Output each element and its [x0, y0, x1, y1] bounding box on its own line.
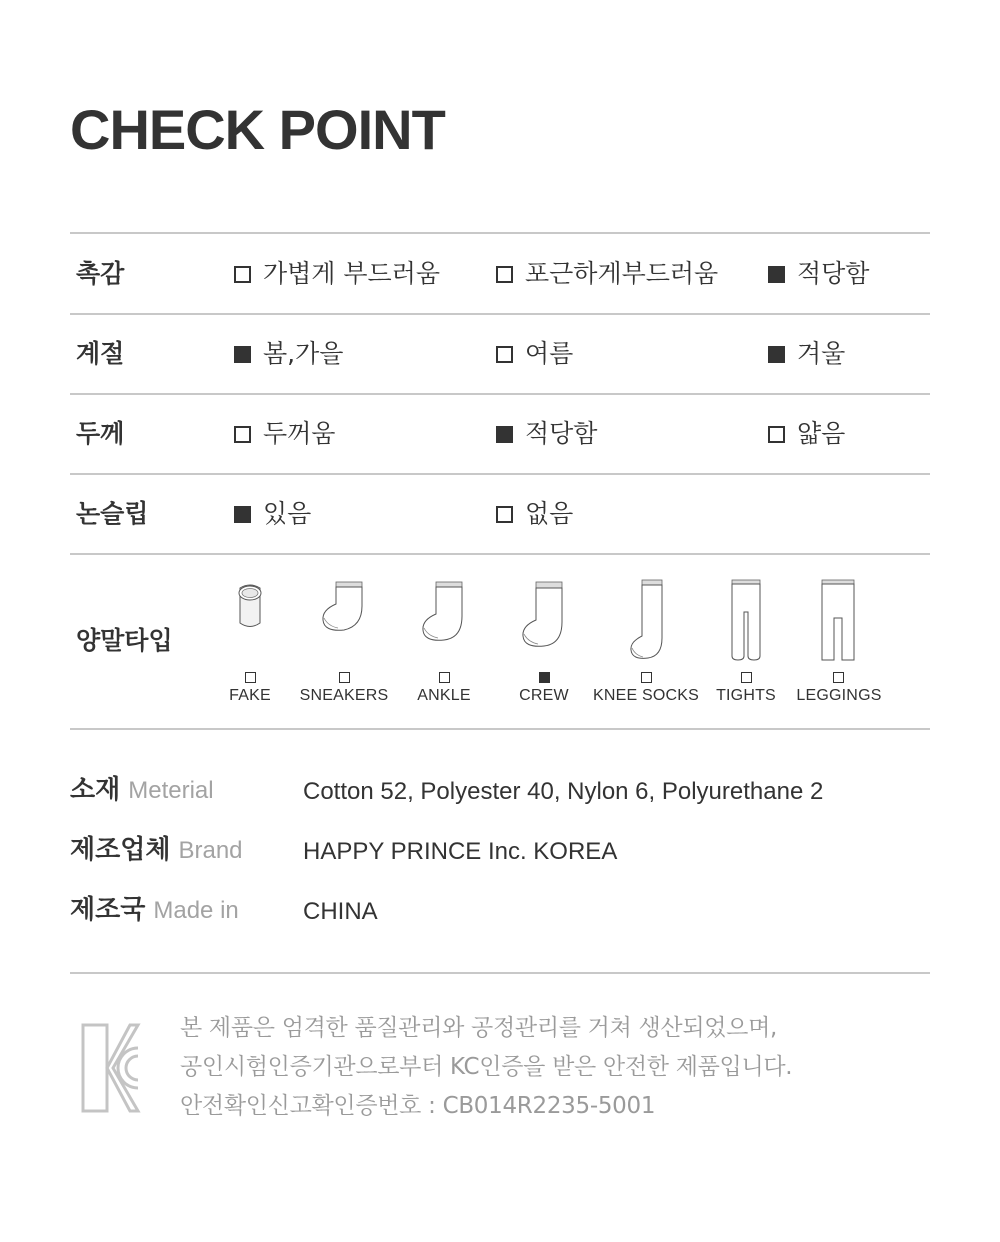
option-label: 있음 — [263, 499, 312, 528]
page-title: CHECK POINT — [70, 98, 445, 161]
spec-label-ko: 제조업체 — [70, 835, 171, 865]
option-label: 겨울 — [797, 339, 846, 368]
divider — [70, 393, 930, 395]
leggings-icon — [783, 578, 893, 662]
checkbox-tights[interactable] — [741, 672, 752, 683]
row-label-thickness: 두께 — [76, 419, 125, 448]
option-label: 두꺼움 — [263, 419, 336, 448]
option-season-spring-fall[interactable] — [234, 339, 343, 369]
sock-type-label: ANKLE — [417, 687, 471, 704]
checkbox-crew[interactable] — [539, 672, 550, 683]
certification-line: 안전확인신고확인증번호 : CB014R2235-5001 — [180, 1093, 656, 1119]
spec-material-label — [70, 774, 214, 807]
option-label: 적당함 — [797, 259, 870, 288]
option-nonslip-yes[interactable] — [234, 499, 311, 529]
option-texture-cozy[interactable] — [496, 259, 718, 289]
option-label: 포근하게부드러움 — [525, 259, 719, 288]
checkbox[interactable] — [496, 426, 513, 443]
checkbox[interactable] — [234, 266, 251, 283]
checkbox-sneakers[interactable] — [339, 672, 350, 683]
option-label: 가볍게 부드러움 — [263, 259, 440, 288]
checkbox[interactable] — [768, 266, 785, 283]
checkbox[interactable] — [234, 346, 251, 363]
spec-label-ko: 소재 — [70, 775, 121, 805]
sock-type-label: SNEAKERS — [299, 687, 389, 704]
divider — [70, 728, 930, 730]
option-thickness-thick[interactable] — [234, 419, 335, 449]
divider — [70, 553, 930, 555]
sock-type-label: CREW — [519, 687, 569, 704]
checkbox[interactable] — [496, 346, 513, 363]
checkbox[interactable] — [234, 506, 251, 523]
checkbox-leggings[interactable] — [833, 672, 844, 683]
option-thickness-moderate[interactable] — [496, 419, 597, 449]
checkbox[interactable] — [768, 426, 785, 443]
spec-brand-value: HAPPY PRINCE Inc. KOREA — [303, 838, 618, 865]
checkbox-ankle[interactable] — [439, 672, 450, 683]
checkbox[interactable] — [496, 506, 513, 523]
divider — [70, 473, 930, 475]
spec-material-value: Cotton 52, Polyester 40, Nylon 6, Polyurethane 2 — [303, 778, 824, 805]
spec-origin-value: CHINA — [303, 898, 378, 925]
kc-mark-icon — [80, 1022, 142, 1118]
spec-brand-label — [70, 834, 243, 867]
knee-sock-icon — [591, 578, 701, 662]
option-label: 얇음 — [797, 419, 846, 448]
checkbox-fake[interactable] — [245, 672, 256, 683]
spec-label-ko: 제조국 — [70, 895, 146, 925]
option-label: 적당함 — [525, 419, 598, 448]
spec-label-en: Brand — [178, 837, 243, 864]
checkbox[interactable] — [234, 426, 251, 443]
option-season-winter[interactable] — [768, 339, 845, 369]
option-label: 봄,가을 — [263, 339, 344, 368]
option-season-summer[interactable] — [496, 339, 573, 369]
crew-sock-icon — [489, 578, 599, 658]
row-label-season: 계절 — [76, 339, 125, 368]
option-label: 없음 — [525, 499, 574, 528]
sock-type-label: KNEE SOCKS — [592, 687, 700, 704]
option-thickness-thin[interactable] — [768, 419, 845, 449]
sock-type-label: FAKE — [229, 687, 271, 704]
option-label: 여름 — [525, 339, 574, 368]
option-texture-moderate[interactable] — [768, 259, 869, 289]
checkbox-knee-socks[interactable] — [641, 672, 652, 683]
row-label-nonslip: 논슬립 — [76, 499, 149, 528]
option-texture-light[interactable] — [234, 259, 440, 289]
spec-label-en: Made in — [153, 897, 239, 924]
row-label-texture: 촉감 — [76, 259, 125, 288]
certification-line: 본 제품은 엄격한 품질관리와 공정관리를 거쳐 생산되었으며, — [180, 1015, 778, 1041]
certification-line: 공인시험인증기관으로부터 KC인증을 받은 안전한 제품입니다. — [180, 1054, 793, 1080]
ankle-sock-icon — [389, 578, 499, 658]
spec-label-en: Meterial — [128, 777, 214, 804]
sock-type-label: TIGHTS — [716, 687, 776, 704]
sock-type-label: LEGGINGS — [796, 687, 882, 704]
divider — [70, 232, 930, 234]
checkbox[interactable] — [768, 346, 785, 363]
option-nonslip-no[interactable] — [496, 499, 573, 529]
divider — [70, 313, 930, 315]
checkbox[interactable] — [496, 266, 513, 283]
row-label-sock-type: 양말타입 — [76, 626, 173, 655]
divider — [70, 972, 930, 974]
sneakers-sock-icon — [289, 578, 399, 658]
spec-origin-label — [70, 894, 239, 927]
